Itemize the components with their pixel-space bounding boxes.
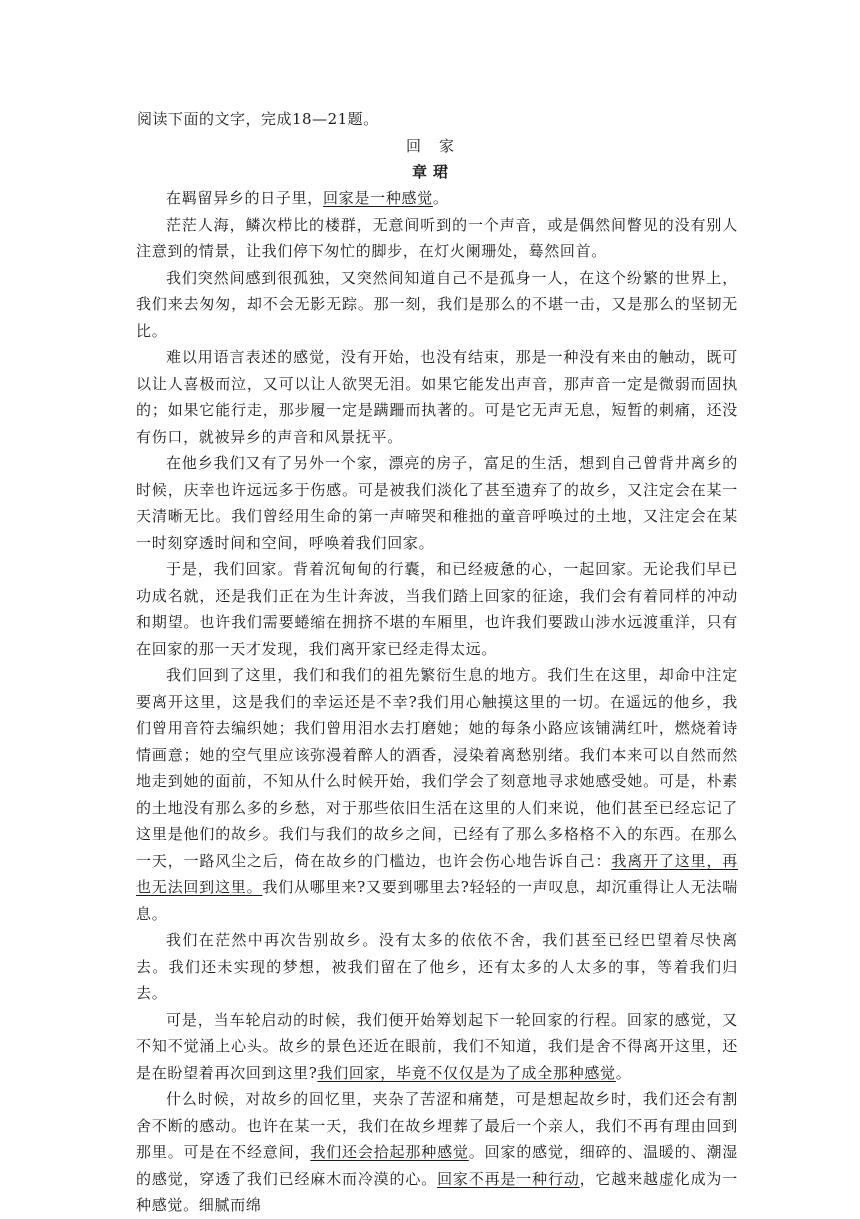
paragraph xyxy=(136,927,738,1007)
text-run: 。回家的感觉，细碎的、温暖的、潮湿的感觉，穿透了我们已经麻木而冷漠的心。 xyxy=(136,1143,739,1188)
text-run: 什么时候，对故乡的回忆里，夹杂了苦涩和痛楚，可是想起故乡时，我们还会有割舍不断的感动。也许在某一天，我们在故乡埋葬了最后一个亲人，我们不再有理由回到那里。可是在不经意间， xyxy=(136,1090,738,1161)
paragraph xyxy=(136,556,738,662)
paragraph xyxy=(136,185,738,212)
question-instruction: 阅读下面的文字，完成18—21题。 xyxy=(137,110,379,128)
text-run: 于是，我们回家。背着沉甸甸的行囊，和已经疲惫的心，一起回家。无论我们早已功成名就，还是我们正在为生计奔波，当我们踏上回家的征途，我们会有着同样的冲动和期望。也许我们需要蜷缩在拥挤不堪的车厢里，也许我们要跋山涉水远渡重洋，只有在回家的那一天才发现，我们离开家已经走得太远。 xyxy=(136,560,738,658)
text-run: 我们回到了这里，我们和我们的祖先繁衍生息的地方。我们生在这里，却命中注定要离开这里，这是我们的幸运还是不幸?我们用心触摸这里的一切。在遥远的他乡，我们曾用音符去编织她；我们曾用泪水去打磨她；她的每条小路应该铺满红叶，燃烧着诗情画意；她的空气里应该弥漫着醉人的酒香，浸染着离愁别绪。我们本来可以自然而然地走到她的面前，不知从什么时候开始，我们学会了刻意地寻求她感受她。可是，朴素的土地没有那么多的乡愁，对于那些依旧生活在这里的人们来说，他们甚至已经忘记了这里是他们的故乡。我们与我们的故乡之间，已经有了那么多格格不入的东西。在那么一天，一路风尘之后，倚在故乡的门槛边，也许会伤心地告诉自己： xyxy=(136,666,738,870)
paragraph xyxy=(136,1007,738,1087)
text-run: ，它越来越虚化成为一种感觉。细腻而绵 xyxy=(136,1169,738,1214)
text-run: 可是，当车轮启动的时候，我们便开始筹划起下一轮回家的行程。回家的感觉，又不知不觉涌上心头。故乡的景色还近在眼前，我们不知道，我们是舍不得离开这里，还是在盼望着再次回到这里? xyxy=(136,1010,738,1082)
text-run: 。 xyxy=(432,189,449,207)
underlined-sentence: 回家不再是一种行动 xyxy=(437,1169,580,1188)
paragraph xyxy=(136,662,738,927)
text-run: 。 xyxy=(615,1063,632,1082)
underlined-sentence: 回家是一种感觉 xyxy=(323,189,433,207)
text-run: 难以用语言表述的感觉，没有开始，也没有结束，那是一种没有来由的触动，既可以让人喜极而泣，又可以让人欲哭无泪。如果它能发出声音，那声音一定是微弱而固执的；如果它能行走，那步履一定是蹒跚而执著的。可是它无声无息，短暂的刺痛，还没有伤口，就被异乡的声音和风景抚平。 xyxy=(136,348,738,446)
paragraph xyxy=(136,212,738,265)
paragraph xyxy=(136,344,738,450)
text-run: 我们在茫然中再次告别故乡。没有太多的依依不舍，我们甚至已经巴望着尽快离去。我们还未实现的梦想，被我们留在了他乡，还有太多的人太多的事，等着我们归去。 xyxy=(136,931,738,1002)
paragraph xyxy=(136,1086,738,1219)
article-body xyxy=(136,185,738,1219)
text-run: 在羁留异乡的日子里， xyxy=(166,189,324,207)
paragraph xyxy=(136,265,738,345)
text-run: 我们突然间感到很孤独，又突然间知道自己不是孤身一人，在这个纷繁的世界上，我们来去匆匆，却不会无影无踪。那一刻，我们是那么的不堪一击，又是那么的坚韧无比。 xyxy=(136,268,738,340)
text-run: 茫茫人海，鳞次栉比的楼群，无意间听到的一个声音，或是偶然间瞥见的没有别人注意到的情景，让我们停下匆忙的脚步，在灯火阑珊处，蓦然回首。 xyxy=(136,215,738,260)
underlined-sentence: 我们回家，毕竟不仅仅是为了成全那种感觉 xyxy=(317,1063,616,1082)
text-run: 我们从哪里来?又要到哪里去?轻轻的一声叹息，却沉重得让人无法喘息。 xyxy=(136,878,738,923)
underlined-sentence: 我离开了这里，再也无法回到这里。 xyxy=(136,851,738,896)
article-author: 章珺 xyxy=(411,163,454,181)
underlined-sentence: 我们还会拾起那种感觉 xyxy=(310,1143,469,1161)
article-title: 回家 xyxy=(405,137,472,155)
text-run: 在他乡我们又有了另外一个家，漂亮的房子，富足的生活，想到自己曾背井离乡的时候，庆幸也许远远多于伤感。可是被我们淡化了甚至遗弃了的故乡，又注定会在某一天清晰无比。我们曾经用生命的第一声啼哭和稚拙的童音呼唤过的土地，又注定会在某一时刻穿透时间和空间，呼唤着我们回家。 xyxy=(136,454,738,552)
paragraph xyxy=(136,450,738,556)
